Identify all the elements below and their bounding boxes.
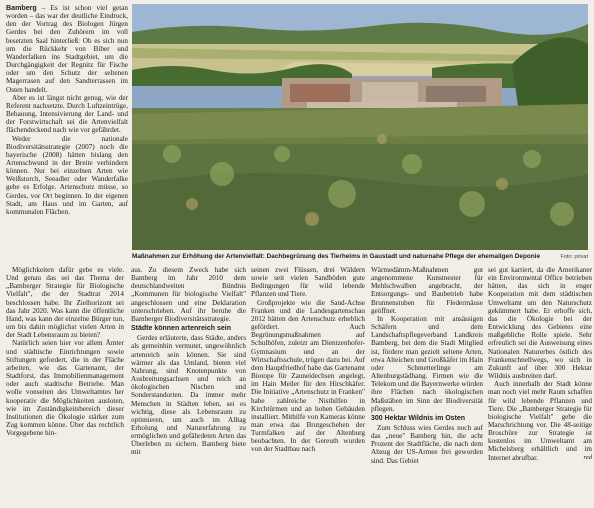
text-column-4 bbox=[371, 266, 483, 506]
body-paragraph: Großprojekte wie die Sand-Achse Franken und die Landesgartenschau 2012 hätten den Artenschutz erheblich gefördert. Auch Begrünungsmaßnahmen auf Schulhöfen, zuletzt am Dientzenhofer-Gymnasium und an der Wirtschaftsschule, trügen dazu bei. Auf dem Hauptfriedhof habe das Gartenamt Biotope für Zauneidechsen angelegt, im Hain Meiler für den Hirschkäfer. Die Initiative „Artenschutz in Franken" habe zahlreiche Nisthilfen in Kirchtürmen und an hohen Gebäuden installiert. Mithilfe von Kameras könne man etwa das Brutgeschehen der Turmfalken auf der Altenburg beobachten. In der Gereuth wurden von der Stadtbau nach bbox=[251, 298, 365, 454]
text-column-1 bbox=[6, 266, 124, 506]
body-paragraph: aus. Zu diesem Zweck habe sich Bamberg im Jahr 2010 dem deutschlandweiten Bündnis „Kommunen für biologische Vielfalt" angeschlossen und eine Deklaration unterschrieben. Auf ihr beruhe die Bamberger Biodiversitätsstrategie. bbox=[131, 266, 246, 323]
dateline: Bamberg bbox=[6, 4, 37, 12]
intro-paragraph: Bamberg – Es ist schon viel getan worden – das war der deutliche Eindruck, den der Vortrag des Biologen Jürgen Gerdes bei den Zuhörern im voll besetzten Saal hinterließ: Ob es sich nun um die Rückkehr von Biber und Wanderfalken ins Stadtgebiet, um die Durchgängigkeit der Regnitz für Fische oder um den Schutz der seltenen Magerrasen auf den Sandterrassen im Osten handelt. bbox=[6, 4, 128, 94]
author-tag: red bbox=[583, 453, 592, 461]
text-column-5 bbox=[488, 266, 592, 506]
body-paragraph: sei gut kartiert, da die Amerikaner ein Environmental Office betrieben hätten, das sich in enger Kooperation mit dem städtischen Umweltamt um den Naturschutz gekümmert habe. Er erhoffe sich, das die Ökologie bei der Entwicklung des Gebietes eine maßgebliche Rolle spiele. Sehr erfreulich sei die Ausweisung eines Nationalen Naturerbes östlich des Frankenschnellwegs, wo sich in Zukunft auf über 300 Hektar Wildnis ausbreiten darf. bbox=[488, 266, 592, 381]
text-column-3 bbox=[251, 266, 365, 506]
photo-credit: Foto: privat bbox=[560, 254, 588, 260]
body-paragraph: Auch innerhalb der Stadt könne man noch viel mehr Raum schaffen für wild lebende Pflanzen und Tiere. Die „Bamberger Strategie für biologische Vielfalt" gebe die Marschrichtung vor. Die 48-seitige Broschüre zur Strategie ist kostenlos im Umweltamt am Michelsberg erhältlich und im Internet abrufbar. red bbox=[488, 380, 592, 462]
body-paragraph: seinen zwei Flüssen, drei Wäldern sowie seit vielen Sandböden gute Bedingungen für wild lebende Pflanzen und Tiere. bbox=[251, 266, 365, 299]
caption-text: Maßnahmen zur Erhöhung der Artenvielfalt: Dachbegrünung des Tierheims in Gaustadt und naturnahe Pflege der ehemaligen Deponie bbox=[132, 253, 540, 260]
article-photo bbox=[132, 4, 588, 250]
text-column-2 bbox=[131, 266, 246, 506]
subheading: 300 Hektar Wildnis im Osten bbox=[371, 414, 466, 422]
intro-paragraph: Aber es ist längst nicht genug, wie der Referent nachsetzte. Durch Luftzeintrüge, Bebauung, Intensivierung der Land- und der Forstwirtschaft sei die Artenvielfalt flächendeckend nach wie vor gefährdet. bbox=[6, 93, 128, 135]
body-paragraph: In Kooperation mit ansässigen Schäfern und dem Landschaftspflegeverband Landkreis Bamberg, bei dem die Stadt Mitglied ist, fördere man gezielt seltene Arten, etwa Alteichen und Großkäfer im Hain oder Schmetterlinge am Altenburgstädhang. Firmen wie die Telekom und die Bayernwerke würden ihre Flächen nach ökologischen Maßstäben im Sinn der Biodiversität pflegen. bbox=[371, 314, 483, 413]
photo-caption bbox=[132, 252, 588, 263]
body-paragraph: Möglichkeiten dafür gebe es viele. Und genau das sei das Thema der „Bamberger Strategie für Biologische Vielfalt", die der Stadtrat 2014 beschlossen habe. Ihr Zielhorizont sei das Jahr 2020. Was kann die öffentliche Hand, was kann der einzelne Bürger tun, um bis dahin möglichst vielen Arten in der Stadt Lebensraum zu bieten? bbox=[6, 266, 124, 340]
body-paragraph: Natürlich seien hier vor allem Ämter und städtische Einrichtungen sowie Stiftungen gefordert, die in der Fläche arbeiten, wie das Gartenamt, der Stadtforst, das Immobilienmanagement oder auch stadtische Betriebe. Man wolle vonseiten des Umweltamtes her kooperativ die Möglichkeiten ausloten, wie im Zuständigkeitsbereich dieser Institutionen die Ökologie stärker zum Zug kommen könne. Über das rechtlich Vorgegebene hin- bbox=[6, 339, 124, 438]
body-paragraph: Zum Schluss wies Gerdes noch auf das „neue" Bamberg hin, die acht Prozent der Stadtfläche, die nach dem Abzug der US-Armee frei geworden sind. Das Gebiet bbox=[371, 423, 483, 465]
subheading: Städte können artenreich sein bbox=[131, 325, 231, 333]
body-paragraph: Gerdes erläuterte, dass Städte, anders als gemeinhin vermutet, ungewöhnlich artenreich sein können. Sie sind wärmer als das Umland, bieten viel Nahrung, sind Knotenpunkte von Ausbreitungsachsen und reich an ökologischen Nischen und Sonderstandorten. Da immer mehr Menschen in Städten leben, sei es wichtig, diese als Lebensraum zu optimieren, um auch im Alltag Erholung und Naturerfahrung zu ermöglichen und gefährdeten Arten das Überleben zu sichern. Bamberg biete mit bbox=[131, 334, 246, 457]
body-paragraph: Wärmedämm-Maßnahmen gut angenommene Kunstnester für Mehlschwalben angebracht, der Entsorgungs- und Baubetrieb habe Brunnenstuben für Fledermäuse geöffnet. bbox=[371, 266, 483, 315]
intro-paragraph: Weder die nationale Biodiversitätsstrategie (2007) noch die bayerische (2008) hätten bislang den Artenschwund in der Breite verhindern können. Nur bei einzelnen Arten wie Weißstorch, Seeadler oder Wanderfalke gebe es Erfolge. Artenschutz müsse, so Gerdes, vor Ort beginnen. In der eigenen Stadt, am Haus und im Garten, auf kommunalen Flächen. bbox=[6, 134, 128, 216]
